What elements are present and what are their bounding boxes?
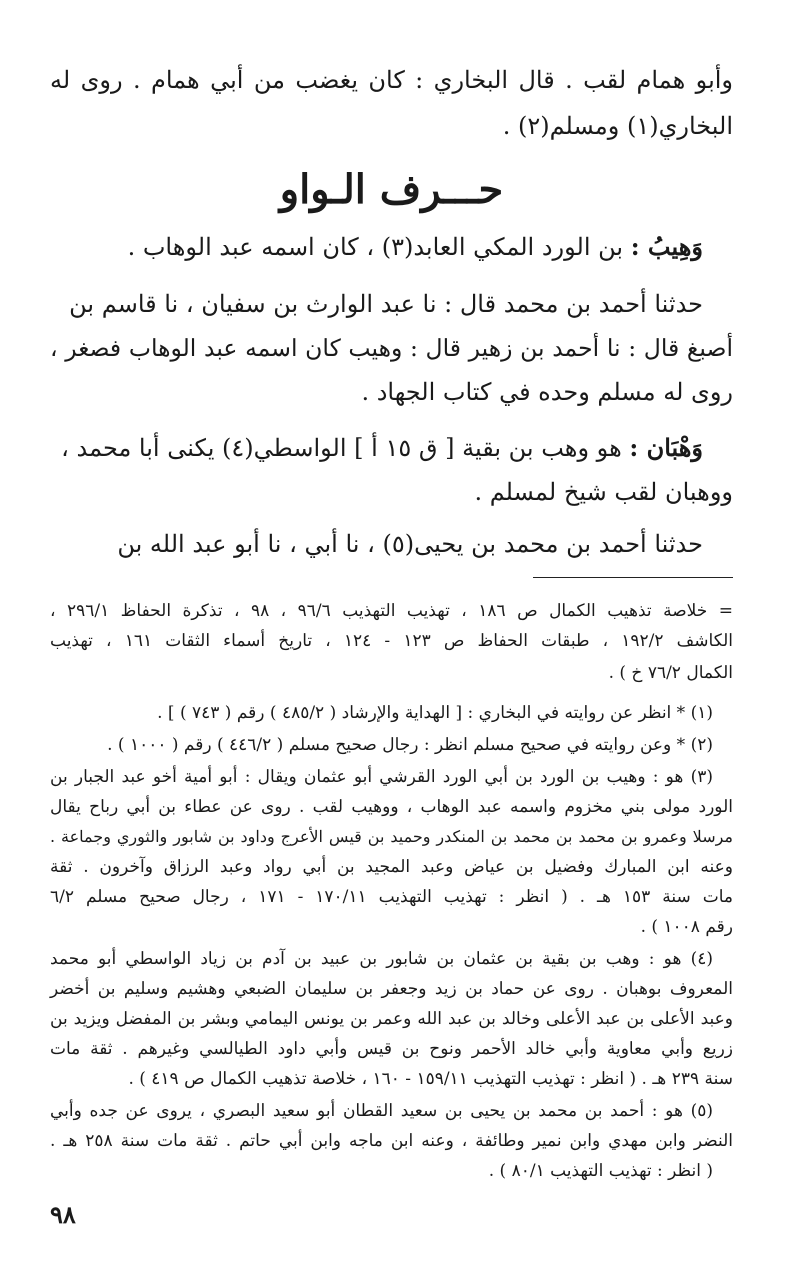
page-number: ٩٨ [50, 1200, 76, 1229]
footnote-line: مات سنة ١٥٣ هـ . ( انظر : تهذيب التهذيب ١٧٠/١١ - ١٧١ ، رجال صحيح مسلم ٦/٢ [50, 887, 733, 907]
footnote-line: المعروف بوهبان . روى عن حماد بن زيد وجعفر بن سليمان الضبعي وهشيم وسليم بن أخضر [50, 979, 733, 999]
footnote-3: (٣) هو : وهيب بن الورد بن أبي الورد القرشي أبو عثمان ويقال : أبو أمية أخو عبد الجبار بن [50, 767, 713, 787]
footnote-2: (٢) * وعن روايته في صحيح مسلم انظر : رجال صحيح مسلم ( ٤٤٦/٢ ) رقم ( ١٠٠٠ ) . [107, 735, 713, 755]
section-title: حـــرف الـواو [279, 166, 504, 213]
entry-wuhayb [50, 225, 703, 269]
footnote-divider [533, 577, 733, 578]
entry-wahban [50, 426, 703, 470]
footnote-line: الكمال ٧٦/٢ خ ) . [608, 663, 733, 683]
book-page [50, 0, 733, 1267]
footnote-line: النضر وابن مهدي وابن نمير وطائفة ، وعنه ابن ماجه وابن أبي حاتم . ثقة مات سنة ٢٥٨ هـ . [50, 1131, 733, 1151]
footnote-line: الورد مولى بني مخزوم واسمه عبد الوهاب ، ووهيب لقب . روى عن عطاء بن أبي رباح يقال [50, 797, 733, 817]
entry-text: هو وهب بن بقية [ ق ١٥ أ ] الواسطي(٤) يكنى أبا محمد ، [61, 434, 630, 462]
footnote-line: مرسلا وعمرو بن محمد بن محمد بن المنكدر وحميد بن قيس الأعرج وداود بن شابور والثوري وجماعة . [50, 827, 733, 846]
footnote-line: رقم ١٠٠٨ ) . [640, 917, 733, 937]
text-line: وأبو همام لقب . قال البخاري : كان يغضب من أبي همام . روى له [50, 66, 734, 94]
text-line: البخاري(١) ومسلم(٢) . [502, 112, 733, 140]
footnote-line: وعبد الأعلى بن عبد الأعلى وخالد بن عبد الله وعمر بن يونس اليمامي وبشر بن المفضل ويزيد بن [50, 1009, 733, 1029]
footnote-line: سنة ٢٣٩ هـ . ( انظر : تهذيب التهذيب ١٥٩/١١ - ١٦٠ ، خلاصة تذهيب الكمال ص ٤١٩ ) . [128, 1069, 733, 1089]
footnote-line: ( انظر : تهذيب التهذيب ٨٠/١ ) . [488, 1161, 713, 1181]
entry-text: بن الورد المكي العابد(٣) ، كان اسمه عبد الوهاب . [127, 233, 631, 261]
footnote-5: (٥) هو : أحمد بن محمد بن يحيى بن سعيد القطان أبو سعيد البصري ، يروى عن جده وأبي [50, 1101, 713, 1121]
footnote-4: (٤) هو : وهب بن بقية بن عثمان بن شابور بن عبيد بن آدم بن زياد الواسطي أبو محمد [50, 949, 713, 969]
text-line: حدثنا أحمد بن محمد قال : نا عبد الوارث بن سفيان ، نا قاسم بن [69, 290, 703, 318]
text-line: ووهبان لقب شيخ لمسلم . [474, 478, 733, 506]
footnote-line: زريع وأبي معاوية وأبي خالد الأحمر ونوح بن قيس وأبي داود الطيالسي وغيرهم . ثقة مات [50, 1039, 733, 1059]
footnote-line: = خلاصة تذهيب الكمال ص ١٨٦ ، تهذيب التهذيب ٩٦/٦ ، ٩٨ ، تذكرة الحفاظ ٢٩٦/١ ، [50, 601, 733, 621]
footnote-line: الكاشف ١٩٢/٢ ، طبقات الحفاظ ص ١٢٣ - ١٢٤ ، تاريخ أسماء الثقات ١٦١ ، تهذيب [50, 631, 733, 651]
footnote-1: (١) * انظر عن روايته في البخاري : [ الهداية والإرشاد ( ٤٨٥/٢ ) رقم ( ٧٤٣ ) ] . [157, 703, 713, 723]
text-line: روى له مسلم وحده في كتاب الجهاد . [361, 378, 733, 406]
text-line: حدثنا أحمد بن محمد بن يحيى(٥) ، نا أبي ، نا أبو عبد الله بن [117, 530, 703, 558]
text-line: أصبغ قال : نا أحمد بن زهير قال : وهيب كان اسمه عبد الوهاب فصغر ، [50, 334, 733, 362]
entry-head: وَهِيبُ : [630, 232, 703, 261]
footnote-line: وعنه ابن المبارك وفضيل بن عياض وعبد المجيد بن أبي رواد وعبد الرزاق وآخرون . ثقة [50, 857, 733, 877]
entry-head: وَهْبَان : [629, 433, 703, 462]
